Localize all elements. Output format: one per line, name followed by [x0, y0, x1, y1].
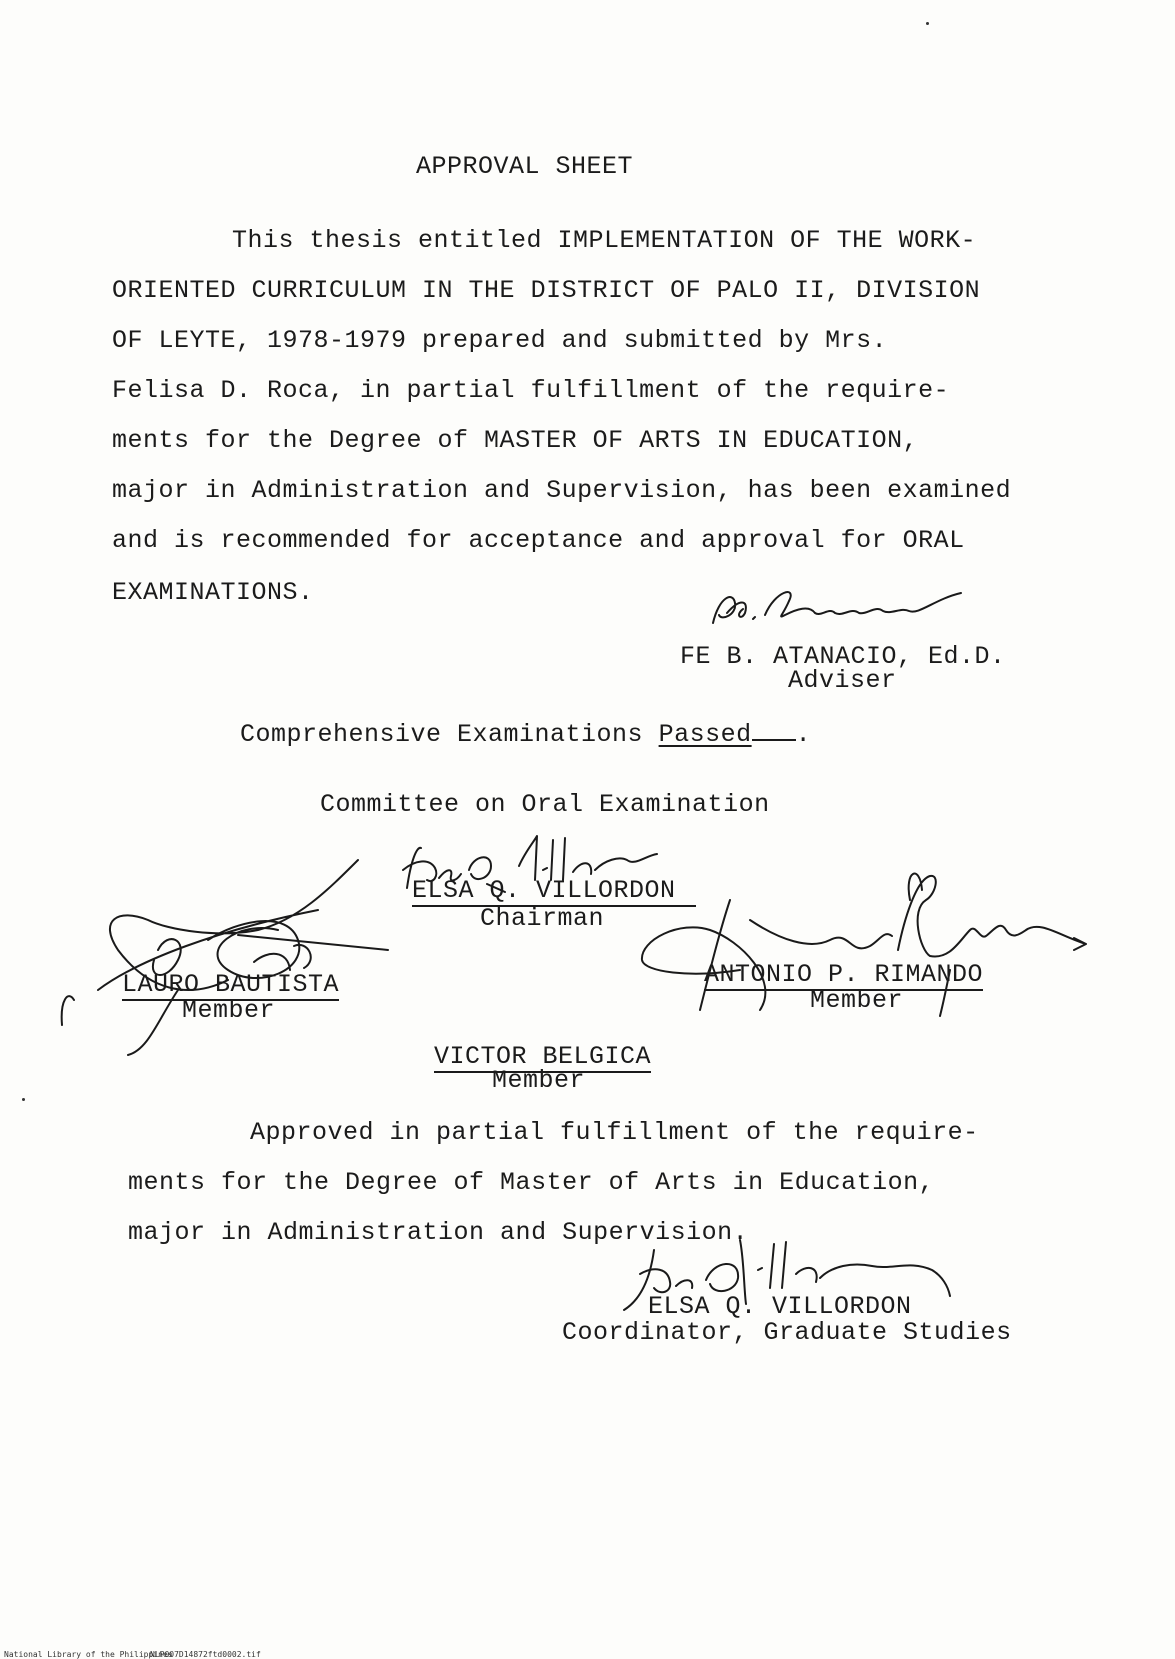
adviser-name: FE B. ATANACIO, Ed.D.: [680, 642, 1006, 671]
adviser-role: Adviser: [788, 666, 897, 695]
coordinator-role: Coordinator, Graduate Studies: [562, 1318, 1012, 1347]
intro-line-8: EXAMINATIONS.: [112, 578, 314, 607]
comprehensive-end: .: [795, 720, 812, 749]
chairman-name: ELSA Q. VILLORDON: [412, 876, 696, 907]
committee-heading: Committee on Oral Examination: [320, 790, 770, 819]
member-right-role: Member: [810, 986, 904, 1015]
member-right-name: ANTONIO P. RIMANDO: [704, 960, 984, 989]
member-left-role: Member: [182, 996, 276, 1025]
intro-line-3: OF LEYTE, 1978-1979 prepared and submitted by Mrs.: [112, 326, 888, 355]
adviser-signature: [705, 585, 975, 635]
comprehensive-label: Comprehensive Examinations: [240, 720, 644, 749]
intro-line-6: major in Administration and Supervision, has been examined: [112, 476, 1012, 505]
intro-line-1: This thesis entitled IMPLEMENTATION OF THE WORK-: [232, 226, 977, 255]
footer-file: NLP007D14872ftd0002.tif: [150, 1650, 261, 1659]
intro-line-4: Felisa D. Roca, in partial fulfillment of the require-: [112, 376, 950, 405]
member-center-role: Member: [492, 1066, 586, 1095]
intro-line-2: ORIENTED CURRICULUM IN THE DISTRICT OF PALO II, DIVISION: [112, 276, 981, 305]
chairman-role: Chairman: [480, 904, 605, 933]
comprehensive-blank: [752, 739, 796, 741]
comprehensive-result: Passed: [658, 720, 752, 749]
member-left-name: LAURO BAUTISTA: [122, 970, 340, 999]
coordinator-name: ELSA Q. VILLORDON: [648, 1292, 912, 1321]
member-center-name: VICTOR BELGICA: [434, 1042, 652, 1071]
document-title: APPROVAL SHEET: [416, 152, 634, 181]
member-left-signature: [58, 850, 398, 1060]
approval-line-1: Approved in partial fulfillment of the require-: [250, 1118, 979, 1147]
footer-library: National Library of the Philippines: [4, 1650, 173, 1659]
comprehensive-line: [240, 720, 811, 749]
intro-line-7: and is recommended for acceptance and approval for ORAL: [112, 526, 965, 555]
approval-line-2: ments for the Degree of Master of Arts in Education,: [128, 1168, 935, 1197]
intro-line-5: ments for the Degree of MASTER OF ARTS IN EDUCATION,: [112, 426, 919, 455]
speck-mark: [22, 1098, 25, 1101]
approval-line-3: major in Administration and Supervision.: [128, 1218, 749, 1247]
speck-mark: [926, 22, 929, 25]
